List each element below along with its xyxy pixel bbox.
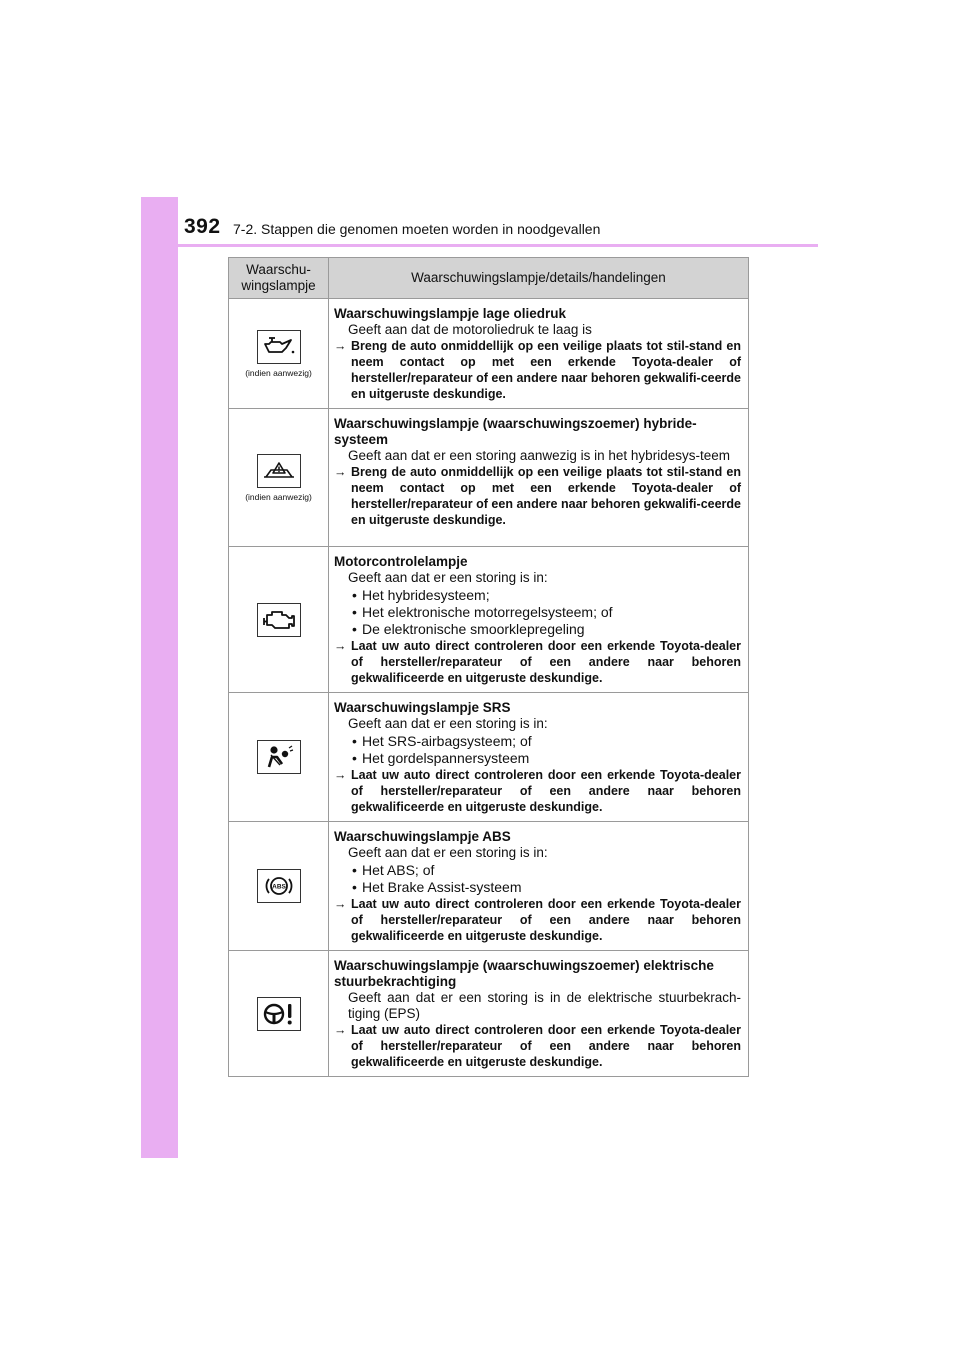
cause-list — [334, 587, 741, 638]
warning-action — [334, 464, 741, 528]
arrow-icon: → — [334, 768, 347, 782]
list-item: • Het gordelspannersysteem — [352, 750, 741, 767]
list-item: • De elektronische smoorklepregeling — [352, 621, 741, 638]
warning-description: Geeft aan dat er een storing aanwezig is in het hybridesys-teem — [348, 448, 730, 463]
warning-description: Geeft aan dat er een storing is in de elektrische stuurbekrach-tiging (EPS) — [348, 990, 741, 1021]
warning-title: Waarschuwingslampje ABS — [334, 829, 511, 844]
warning-description: Geeft aan dat de motoroliedruk te laag is — [348, 322, 592, 337]
details-cell — [329, 693, 749, 822]
chapter-title: 7-2. Stappen die genomen moeten worden in noodgevallen — [233, 221, 601, 237]
details-cell — [329, 822, 749, 951]
page-number: 392 — [184, 215, 221, 238]
oil-can-icon — [257, 330, 301, 364]
abs-icon — [257, 869, 301, 903]
table-row — [229, 951, 749, 1077]
cause-list — [334, 733, 741, 767]
lamp-cell — [229, 547, 329, 693]
arrow-icon: → — [334, 339, 347, 353]
warning-action — [334, 338, 741, 402]
column-header-details: Waarschuwingslampje/details/handelingen — [329, 258, 749, 299]
header-rule — [141, 244, 818, 247]
engine-icon — [257, 603, 301, 637]
list-item: • Het hybridesysteem; — [352, 587, 741, 604]
warning-action — [334, 1022, 741, 1070]
arrow-icon: → — [334, 1023, 347, 1037]
warning-lights-table — [228, 257, 749, 1077]
warning-action-text: Breng de auto onmiddellijk op een veilige plaats tot stil-stand en neem contact op met een erkende Toyota-dealer of hersteller/reparateur of een andere naar behoren gekwalifi-ceerde en uitgeruste deskundige. — [351, 339, 741, 401]
warning-action — [334, 638, 741, 686]
warning-description: Geeft aan dat er een storing is in: — [348, 570, 548, 585]
column-header-lamp — [229, 258, 329, 299]
steering-wheel-warning-icon — [257, 997, 301, 1031]
details-cell — [329, 409, 749, 547]
arrow-icon: → — [334, 897, 347, 911]
warning-action-text: Laat uw auto direct controleren door een erkende Toyota-dealer of hersteller/reparateur of een andere naar behoren gekwalificeerde en uitgeruste deskundige. — [351, 897, 741, 943]
lamp-cell — [229, 299, 329, 409]
lamp-cell — [229, 822, 329, 951]
column-header-lamp-line2: wingslampje — [241, 278, 316, 293]
warning-title: Waarschuwingslampje (waarschuwingszoemer) hybride-systeem — [334, 416, 697, 447]
hybrid-system-warning-icon — [257, 454, 301, 488]
lamp-note: (indien aanwezig) — [245, 491, 312, 502]
lamp-cell — [229, 693, 329, 822]
details-cell — [329, 547, 749, 693]
details-cell — [329, 299, 749, 409]
warning-title: Waarschuwingslampje SRS — [334, 700, 511, 715]
arrow-icon: → — [334, 639, 347, 653]
warning-action-text: Laat uw auto direct controleren door een erkende Toyota-dealer of hersteller/reparateur of een andere naar behoren gekwalificeerde en uitgeruste deskundige. — [351, 768, 741, 814]
list-item: • Het ABS; of — [352, 862, 741, 879]
warning-title: Waarschuwingslampje lage oliedruk — [334, 306, 567, 321]
warning-description: Geeft aan dat er een storing is in: — [348, 716, 548, 731]
abs-icon-label: ABS — [271, 883, 286, 891]
warning-action — [334, 896, 741, 944]
warning-action — [334, 767, 741, 815]
warning-title: Motorcontrolelampje — [334, 554, 468, 569]
warning-description: Geeft aan dat er een storing is in: — [348, 845, 548, 860]
lamp-cell — [229, 951, 329, 1077]
warning-action-text: Laat uw auto direct controleren door een erkende Toyota-dealer of hersteller/reparateur of een andere naar behoren gekwalificeerde en uitgeruste deskundige. — [351, 1023, 741, 1069]
table-row — [229, 547, 749, 693]
table-row — [229, 409, 749, 547]
cause-list — [334, 862, 741, 896]
table-header-row — [229, 258, 749, 299]
arrow-icon: → — [334, 465, 347, 479]
lamp-note: (indien aanwezig) — [245, 367, 312, 378]
warning-action-text: Breng de auto onmiddellijk op een veilige plaats tot stil-stand en neem contact op met een erkende Toyota-dealer of hersteller/reparateur of een andere naar behoren gekwalifi-ceerde en uitgeruste deskundige. — [351, 465, 741, 527]
list-item: • Het elektronische motorregelsysteem; of — [352, 604, 741, 621]
srs-airbag-icon — [257, 740, 301, 774]
column-header-lamp-line1: Waarschu- — [246, 262, 311, 277]
chapter-side-tab — [141, 197, 178, 1158]
list-item: • Het Brake Assist-systeem — [352, 879, 741, 896]
warning-action-text: Laat uw auto direct controleren door een erkende Toyota-dealer of hersteller/reparateur of een andere naar behoren gekwalificeerde en uitgeruste deskundige. — [351, 639, 741, 685]
warning-title: Waarschuwingslampje (waarschuwingszoemer) elektrische stuurbekrachtiging — [334, 958, 714, 989]
table-row — [229, 299, 749, 409]
lamp-cell — [229, 409, 329, 547]
list-item: • Het SRS-airbagsysteem; of — [352, 733, 741, 750]
details-cell — [329, 951, 749, 1077]
table-row — [229, 693, 749, 822]
table-row — [229, 822, 749, 951]
